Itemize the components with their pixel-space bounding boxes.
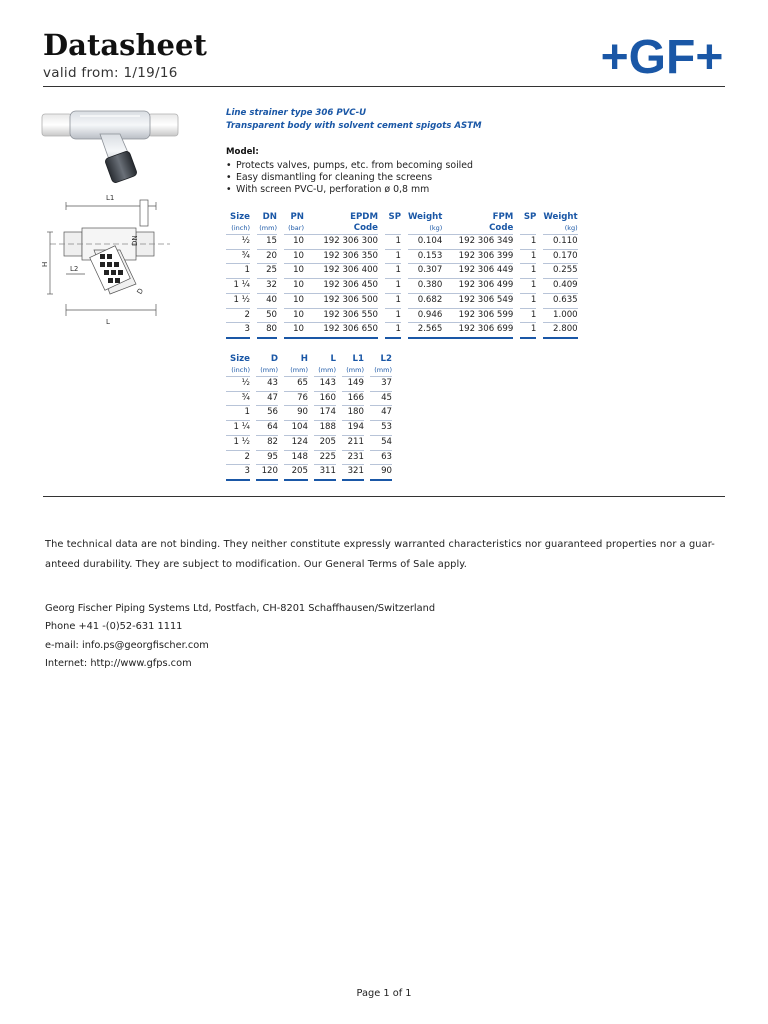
cell-dn: 32 xyxy=(257,279,277,294)
cell-weight: 0.682 xyxy=(408,293,442,308)
cell-d: 95 xyxy=(256,450,278,465)
cell-fpm: 192 306 399 xyxy=(442,249,513,264)
cell-size: ¾ xyxy=(226,391,250,406)
cell-fpm: 192 306 349 xyxy=(442,235,513,250)
table-row xyxy=(226,249,578,264)
col-l2: L2 xyxy=(380,354,392,364)
cell-l: 205 xyxy=(314,435,336,450)
cell-d: 120 xyxy=(256,465,278,480)
cell-weight2: 0.110 xyxy=(543,235,577,250)
cell-epdm: 192 306 350 xyxy=(304,249,378,264)
content-divider xyxy=(43,496,725,497)
cell-l2: 37 xyxy=(370,377,392,392)
cell-size: 1 xyxy=(226,264,250,279)
cell-sp: 1 xyxy=(385,323,401,338)
technical-drawing xyxy=(40,190,180,330)
col-pn: PN xyxy=(290,212,304,222)
page-number: Page 1 of 1 xyxy=(356,988,412,999)
cell-pn: 10 xyxy=(284,249,304,264)
cell-sp: 1 xyxy=(385,308,401,323)
cell-pn: 10 xyxy=(284,293,304,308)
cell-weight2: 0.170 xyxy=(543,249,577,264)
table-row xyxy=(226,391,392,406)
product-title xyxy=(226,107,482,133)
cell-dn: 15 xyxy=(257,235,277,250)
cell-size: ½ xyxy=(226,235,250,250)
table-row xyxy=(226,406,392,421)
unit-l2: (mm) xyxy=(370,365,392,377)
cell-l: 143 xyxy=(314,377,336,392)
col-epdm-code: Code xyxy=(304,223,378,235)
cell-l2: 90 xyxy=(370,465,392,480)
product-photo xyxy=(40,104,180,184)
cell-h: 104 xyxy=(284,421,308,436)
feature-list xyxy=(226,160,473,195)
header-divider xyxy=(43,86,725,87)
cell-sp2: 1 xyxy=(520,264,536,279)
gf-logo-text: +GF+ xyxy=(600,33,724,77)
cell-pn: 10 xyxy=(284,235,304,250)
cell-l1: 149 xyxy=(342,377,364,392)
cell-dn: 50 xyxy=(257,308,277,323)
table-row xyxy=(226,279,578,294)
cell-d: 82 xyxy=(256,435,278,450)
col-dn: DN xyxy=(262,212,277,222)
cell-size: ¾ xyxy=(226,249,250,264)
cell-dn: 40 xyxy=(257,293,277,308)
valid-from-date: valid from: 1/19/16 xyxy=(43,65,178,81)
unit-dn: (mm) xyxy=(257,223,277,235)
cell-weight: 0.946 xyxy=(408,308,442,323)
cell-h: 148 xyxy=(284,450,308,465)
cell-l1: 166 xyxy=(342,391,364,406)
cell-h: 76 xyxy=(284,391,308,406)
col-l1: L1 xyxy=(352,354,364,364)
contact-block xyxy=(45,600,435,673)
label-l1: L1 xyxy=(106,194,115,202)
cell-l2: 54 xyxy=(370,435,392,450)
unit-h: (mm) xyxy=(284,365,308,377)
unit-weight: (kg) xyxy=(408,223,442,235)
product-title-line1: Line strainer type 306 PVC-U xyxy=(226,108,367,118)
cell-l2: 47 xyxy=(370,406,392,421)
label-dn: DN xyxy=(131,235,139,246)
model-heading: Model: xyxy=(226,147,259,157)
cell-h: 90 xyxy=(284,406,308,421)
col-l: L xyxy=(330,354,336,364)
cell-sp: 1 xyxy=(385,279,401,294)
col-epdm: EPDM xyxy=(350,212,378,222)
cell-size: 1 ½ xyxy=(226,435,250,450)
cell-dn: 20 xyxy=(257,249,277,264)
cell-sp2: 1 xyxy=(520,293,536,308)
label-h: H xyxy=(41,261,49,267)
unit-weight2: (kg) xyxy=(543,223,577,235)
cell-fpm: 192 306 599 xyxy=(442,308,513,323)
product-title-line2: Transparent body with solvent cement spigots ASTM xyxy=(226,121,482,131)
cell-dn: 80 xyxy=(257,323,277,338)
table-row xyxy=(226,450,392,465)
col-size: Size xyxy=(230,212,250,222)
col-sp2: SP xyxy=(523,212,537,222)
unit-pn: (bar) xyxy=(284,223,304,235)
company-website: Internet: http://www.gfps.com xyxy=(45,657,192,669)
table-row xyxy=(226,435,392,450)
col-d: D xyxy=(270,354,278,364)
cell-d: 64 xyxy=(256,421,278,436)
cell-h: 205 xyxy=(284,465,308,480)
cell-l2: 63 xyxy=(370,450,392,465)
cell-weight: 0.380 xyxy=(408,279,442,294)
cell-pn: 10 xyxy=(284,308,304,323)
cell-weight2: 1.000 xyxy=(543,308,577,323)
cell-fpm: 192 306 449 xyxy=(442,264,513,279)
cell-l: 188 xyxy=(314,421,336,436)
cell-l2: 53 xyxy=(370,421,392,436)
cell-l1: 321 xyxy=(342,465,364,480)
cell-weight: 0.153 xyxy=(408,249,442,264)
col-size: Size xyxy=(230,354,250,364)
cell-size: 2 xyxy=(226,308,250,323)
cell-size: 3 xyxy=(226,323,250,338)
table-row xyxy=(226,308,578,323)
table-row xyxy=(226,323,578,338)
cell-d: 47 xyxy=(256,391,278,406)
table-row xyxy=(226,293,578,308)
table-row xyxy=(226,465,392,480)
cell-epdm: 192 306 500 xyxy=(304,293,378,308)
cell-sp: 1 xyxy=(385,249,401,264)
page-title: Datasheet xyxy=(43,28,207,62)
cell-sp: 1 xyxy=(385,235,401,250)
cell-weight2: 0.255 xyxy=(543,264,577,279)
feature-item: • With screen PVC-U, perforation ø 0,8 mm xyxy=(226,184,473,196)
table-row xyxy=(226,264,578,279)
col-fpm-code: Code xyxy=(442,223,513,235)
cell-weight: 0.104 xyxy=(408,235,442,250)
cell-d: 56 xyxy=(256,406,278,421)
cell-weight: 2.565 xyxy=(408,323,442,338)
disclaimer-line1: The technical data are not binding. They neither constitute expressly warranted characteristics nor guaranteed properties nor a guar- xyxy=(45,539,715,550)
cell-fpm: 192 306 549 xyxy=(442,293,513,308)
cell-dn: 25 xyxy=(257,264,277,279)
table-row xyxy=(226,235,578,250)
cell-size: 1 xyxy=(226,406,250,421)
cell-epdm: 192 306 650 xyxy=(304,323,378,338)
cell-l2: 45 xyxy=(370,391,392,406)
cell-epdm: 192 306 400 xyxy=(304,264,378,279)
cell-size: 1 ¼ xyxy=(226,279,250,294)
disclaimer xyxy=(45,535,725,575)
cell-weight2: 2.800 xyxy=(543,323,577,338)
cell-epdm: 192 306 450 xyxy=(304,279,378,294)
cell-pn: 10 xyxy=(284,264,304,279)
unit-l: (mm) xyxy=(314,365,336,377)
cell-weight2: 0.635 xyxy=(543,293,577,308)
label-l2: L2 xyxy=(70,265,79,273)
product-codes-table xyxy=(226,212,578,339)
cell-size: 1 ¼ xyxy=(226,421,250,436)
cell-l: 311 xyxy=(314,465,336,480)
table-row xyxy=(226,421,392,436)
cell-size: 3 xyxy=(226,465,250,480)
cell-pn: 10 xyxy=(284,323,304,338)
cell-size: 2 xyxy=(226,450,250,465)
disclaimer-line2: anteed durability. They are subject to modification. Our General Terms of Sale apply. xyxy=(45,559,468,570)
unit-l1: (mm) xyxy=(342,365,364,377)
company-phone: Phone +41 -(0)52-631 1111 xyxy=(45,621,183,633)
cell-sp: 1 xyxy=(385,264,401,279)
cell-fpm: 192 306 699 xyxy=(442,323,513,338)
cell-l1: 211 xyxy=(342,435,364,450)
cell-epdm: 192 306 550 xyxy=(304,308,378,323)
cell-sp2: 1 xyxy=(520,323,536,338)
feature-item: • Easy dismantling for cleaning the screens xyxy=(226,172,473,184)
cell-pn: 10 xyxy=(284,279,304,294)
cell-size: 1 ½ xyxy=(226,293,250,308)
cell-sp2: 1 xyxy=(520,235,536,250)
cell-fpm: 192 306 499 xyxy=(442,279,513,294)
cell-h: 65 xyxy=(284,377,308,392)
label-d: D xyxy=(135,287,146,296)
cell-d: 43 xyxy=(256,377,278,392)
dimensions-table xyxy=(226,354,392,481)
label-l: L xyxy=(106,318,110,326)
cell-epdm: 192 306 300 xyxy=(304,235,378,250)
col-h: H xyxy=(300,354,308,364)
cell-size: ½ xyxy=(226,377,250,392)
cell-sp2: 1 xyxy=(520,308,536,323)
gf-logo xyxy=(592,33,732,77)
cell-sp: 1 xyxy=(385,293,401,308)
cell-l1: 180 xyxy=(342,406,364,421)
cell-h: 124 xyxy=(284,435,308,450)
table-row xyxy=(226,377,392,392)
company-email: e-mail: info.ps@georgfischer.com xyxy=(45,639,209,651)
company-address: Georg Fischer Piping Systems Ltd, Postfach, CH-8201 Schaffhausen/Switzerland xyxy=(45,603,436,614)
cell-sp2: 1 xyxy=(520,279,536,294)
cell-l1: 194 xyxy=(342,421,364,436)
col-weight: Weight xyxy=(408,212,443,222)
cell-l: 225 xyxy=(314,450,336,465)
cell-l: 174 xyxy=(314,406,336,421)
unit-d: (mm) xyxy=(256,365,278,377)
cell-sp2: 1 xyxy=(520,249,536,264)
cell-weight2: 0.409 xyxy=(543,279,577,294)
feature-item: • Protects valves, pumps, etc. from becoming soiled xyxy=(226,160,473,172)
col-sp: SP xyxy=(388,212,401,222)
unit-size: (inch) xyxy=(226,223,250,235)
cell-l: 160 xyxy=(314,391,336,406)
cell-l1: 231 xyxy=(342,450,364,465)
col-fpm: FPM xyxy=(492,212,514,222)
cell-weight: 0.307 xyxy=(408,264,442,279)
unit-size: (inch) xyxy=(226,365,250,377)
col-weight2: Weight xyxy=(543,212,578,222)
